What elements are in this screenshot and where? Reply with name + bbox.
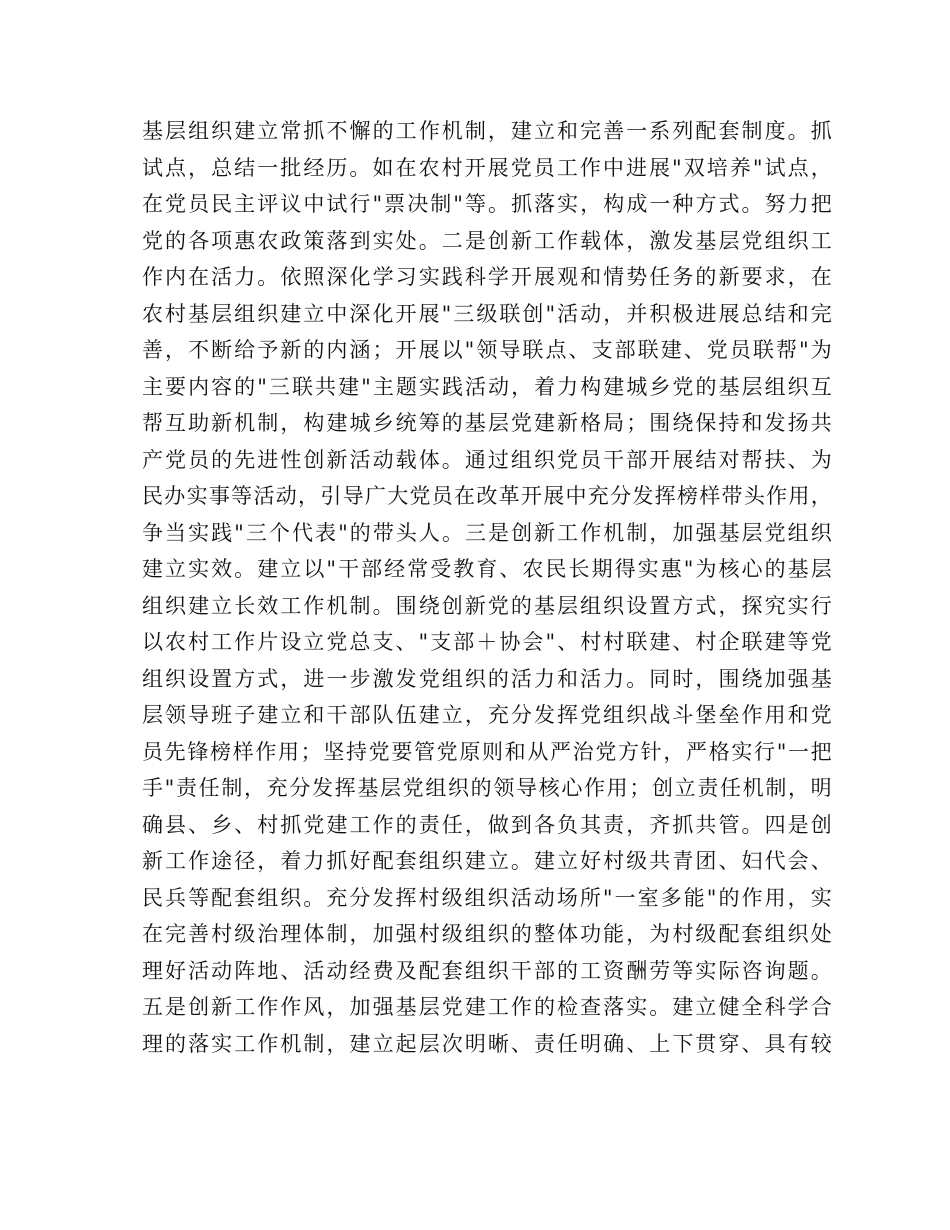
- text-line: 层领导班子建立和干部队伍建立，充分发挥党组织战斗堡垒作用和党: [142, 703, 832, 727]
- body-paragraph: [142, 113, 832, 1062]
- text-line: 以农村工作片设立党总支、"支部＋协会"、村村联建、村企联建等党: [142, 630, 832, 654]
- text-line: 党的各项惠农政策落到实处。二是创新工作载体，激发基层党组织工: [142, 228, 832, 253]
- text-line: 作内在活力。依照深化学习实践科学开展观和情势任务的新要求，在: [142, 265, 832, 289]
- text-line: 帮互助新机制，构建城乡统筹的基层党建新格局；围绕保持和发扬共: [142, 411, 832, 435]
- text-line: 在完善村级治理体制，加强村级组织的整体功能，为村级配套组织处: [142, 922, 832, 946]
- text-line: 产党员的先进性创新活动载体。通过组织党员干部开展结对帮扶、为: [142, 447, 832, 472]
- text-line: 争当实践"三个代表"的带头人。三是创新工作机制，加强基层党组织: [142, 520, 832, 545]
- text-line: 农村基层组织建立中深化开展"三级联创"活动，并积极进展总结和完: [142, 301, 832, 326]
- text-line: 手"责任制，充分发挥基层党组织的领导核心作用；创立责任机制，明: [142, 776, 832, 800]
- text-line: 基层组织建立常抓不懈的工作机制，建立和完善一系列配套制度。抓: [142, 119, 832, 143]
- text-line: 在党员民主评议中试行"票决制"等。抓落实，构成一种方式。努力把: [142, 192, 832, 216]
- text-line: 新工作途径，着力抓好配套组织建立。建立好村级共青团、妇代会、: [142, 849, 832, 873]
- text-line: 组织设置方式，进一步激发党组织的活力和活力。同时，围绕加强基: [142, 666, 832, 691]
- text-line: 理好活动阵地、活动经费及配套组织干部的工资酬劳等实际咨询题。: [142, 958, 832, 983]
- text-line: 员先锋榜样作用；坚持党要管党原则和从严治党方针，严格实行"一把: [142, 739, 832, 764]
- text-line: 试点，总结一批经历。如在农村开展党员工作中进展"双培养"试点，: [142, 155, 832, 180]
- text-line: 确县、乡、村抓党建工作的责任，做到各负其责，齐抓共管。四是创: [142, 812, 832, 837]
- text-line: 民兵等配套组织。充分发挥村级组织活动场所"一室多能"的作用，实: [142, 885, 832, 910]
- text-line: 建立实效。建立以"干部经常受教育、农民长期得实惠"为核心的基层: [142, 557, 832, 581]
- text-line: 善，不断给予新的内涵；开展以"领导联点、支部联建、党员联帮"为: [142, 338, 832, 362]
- text-line: 组织建立长效工作机制。围绕创新党的基层组织设置方式，探究实行: [142, 593, 832, 618]
- text-line: 民办实事等活动，引导广大党员在改革开展中充分发挥榜样带头作用，: [142, 484, 832, 508]
- text-line: 主要内容的"三联共建"主题实践活动，着力构建城乡党的基层组织互: [142, 374, 832, 399]
- text-line: 理的落实工作机制，建立起层次明晰、责任明确、上下贯穿、具有较: [142, 1031, 832, 1056]
- text-line: 五是创新工作作风，加强基层党建工作的检查落实。建立健全科学合: [142, 995, 832, 1019]
